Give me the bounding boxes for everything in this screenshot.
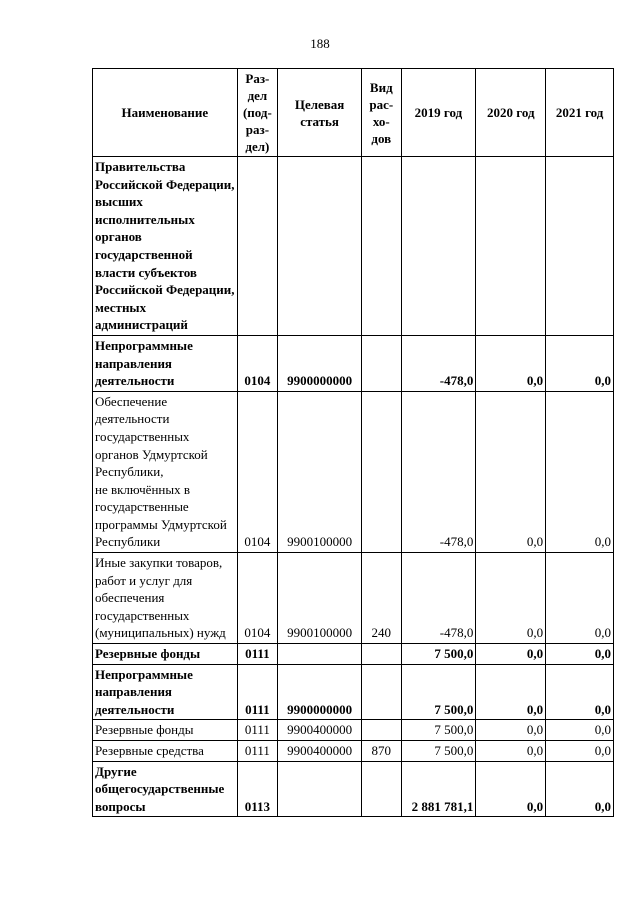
cell-section: 0113: [237, 761, 277, 817]
cell-2020: 0,0: [476, 761, 546, 817]
cell-2020: 0,0: [476, 720, 546, 741]
cell-2019: 7 500,0: [401, 644, 476, 665]
page-number: 188: [310, 36, 330, 51]
cell-2021: 0,0: [546, 664, 614, 720]
cell-name: Непрограммные направления деятельности: [93, 664, 238, 720]
cell-name: Резервные фонды: [93, 644, 238, 665]
cell-name: Иные закупки товаров, работ и услуг для обеспечения государственных (муниципальных) нужд: [93, 553, 238, 644]
cell-target: 9900000000: [278, 664, 362, 720]
cell-target: 9900100000: [278, 391, 362, 552]
cell-type: [362, 335, 401, 391]
cell-2019: -478,0: [401, 553, 476, 644]
cell-type: 870: [362, 741, 401, 762]
cell-type: 240: [362, 553, 401, 644]
cell-section: 0104: [237, 553, 277, 644]
header-name: Наименование: [93, 69, 238, 157]
cell-name: Обеспечение деятельности государственных органов Удмуртской Республики, не включённых в государственные программы Удмуртской Республики: [93, 391, 238, 552]
cell-type: [362, 761, 401, 817]
cell-type: [362, 644, 401, 665]
cell-type: [362, 664, 401, 720]
cell-2021: 0,0: [546, 553, 614, 644]
cell-section: 0111: [237, 741, 277, 762]
cell-section: 0104: [237, 335, 277, 391]
table-header-row: [93, 69, 614, 157]
header-section: Раз- дел (под- раз- дел): [237, 69, 277, 157]
cell-2021: 0,0: [546, 741, 614, 762]
cell-2019: [401, 157, 476, 336]
header-type: Вид рас- хо- дов: [362, 69, 401, 157]
table-row: [93, 720, 614, 741]
budget-table: [92, 68, 614, 817]
cell-name: Резервные средства: [93, 741, 238, 762]
cell-target: 9900400000: [278, 741, 362, 762]
cell-2019: 7 500,0: [401, 720, 476, 741]
cell-2019: -478,0: [401, 391, 476, 552]
header-2021: 2021 год: [546, 69, 614, 157]
cell-2020: 0,0: [476, 741, 546, 762]
cell-2020: 0,0: [476, 391, 546, 552]
cell-2021: 0,0: [546, 644, 614, 665]
cell-2021: [546, 157, 614, 336]
header-target: Целевая статья: [278, 69, 362, 157]
cell-name: Другие общегосударственные вопросы: [93, 761, 238, 817]
cell-2020: 0,0: [476, 644, 546, 665]
cell-2021: 0,0: [546, 391, 614, 552]
header-2019: 2019 год: [401, 69, 476, 157]
cell-2019: 7 500,0: [401, 741, 476, 762]
cell-section: 0111: [237, 720, 277, 741]
cell-2021: 0,0: [546, 335, 614, 391]
cell-name: Непрограммные направления деятельности: [93, 335, 238, 391]
cell-2021: 0,0: [546, 761, 614, 817]
cell-2019: -478,0: [401, 335, 476, 391]
table-row: [93, 157, 614, 336]
cell-target: 9900100000: [278, 553, 362, 644]
cell-target: 9900000000: [278, 335, 362, 391]
table-row: [93, 391, 614, 552]
cell-target: [278, 761, 362, 817]
cell-target: [278, 644, 362, 665]
table-row: [93, 761, 614, 817]
table-row: [93, 553, 614, 644]
cell-type: [362, 391, 401, 552]
header-2020: 2020 год: [476, 69, 546, 157]
cell-2019: 7 500,0: [401, 664, 476, 720]
cell-type: [362, 720, 401, 741]
table-row: [93, 335, 614, 391]
cell-2020: 0,0: [476, 335, 546, 391]
cell-2021: 0,0: [546, 720, 614, 741]
table-row: [93, 664, 614, 720]
cell-section: [237, 157, 277, 336]
cell-section: 0104: [237, 391, 277, 552]
cell-2020: 0,0: [476, 553, 546, 644]
cell-2020: [476, 157, 546, 336]
cell-2019: 2 881 781,1: [401, 761, 476, 817]
cell-name: Резервные фонды: [93, 720, 238, 741]
table-row: [93, 741, 614, 762]
cell-2020: 0,0: [476, 664, 546, 720]
cell-section: 0111: [237, 644, 277, 665]
cell-target: 9900400000: [278, 720, 362, 741]
cell-name: Правительства Российской Федерации, высших исполнительных органов государственной власти субъектов Российской Федерации, местных администраций: [93, 157, 238, 336]
cell-target: [278, 157, 362, 336]
cell-type: [362, 157, 401, 336]
cell-section: 0111: [237, 664, 277, 720]
table-row: [93, 644, 614, 665]
